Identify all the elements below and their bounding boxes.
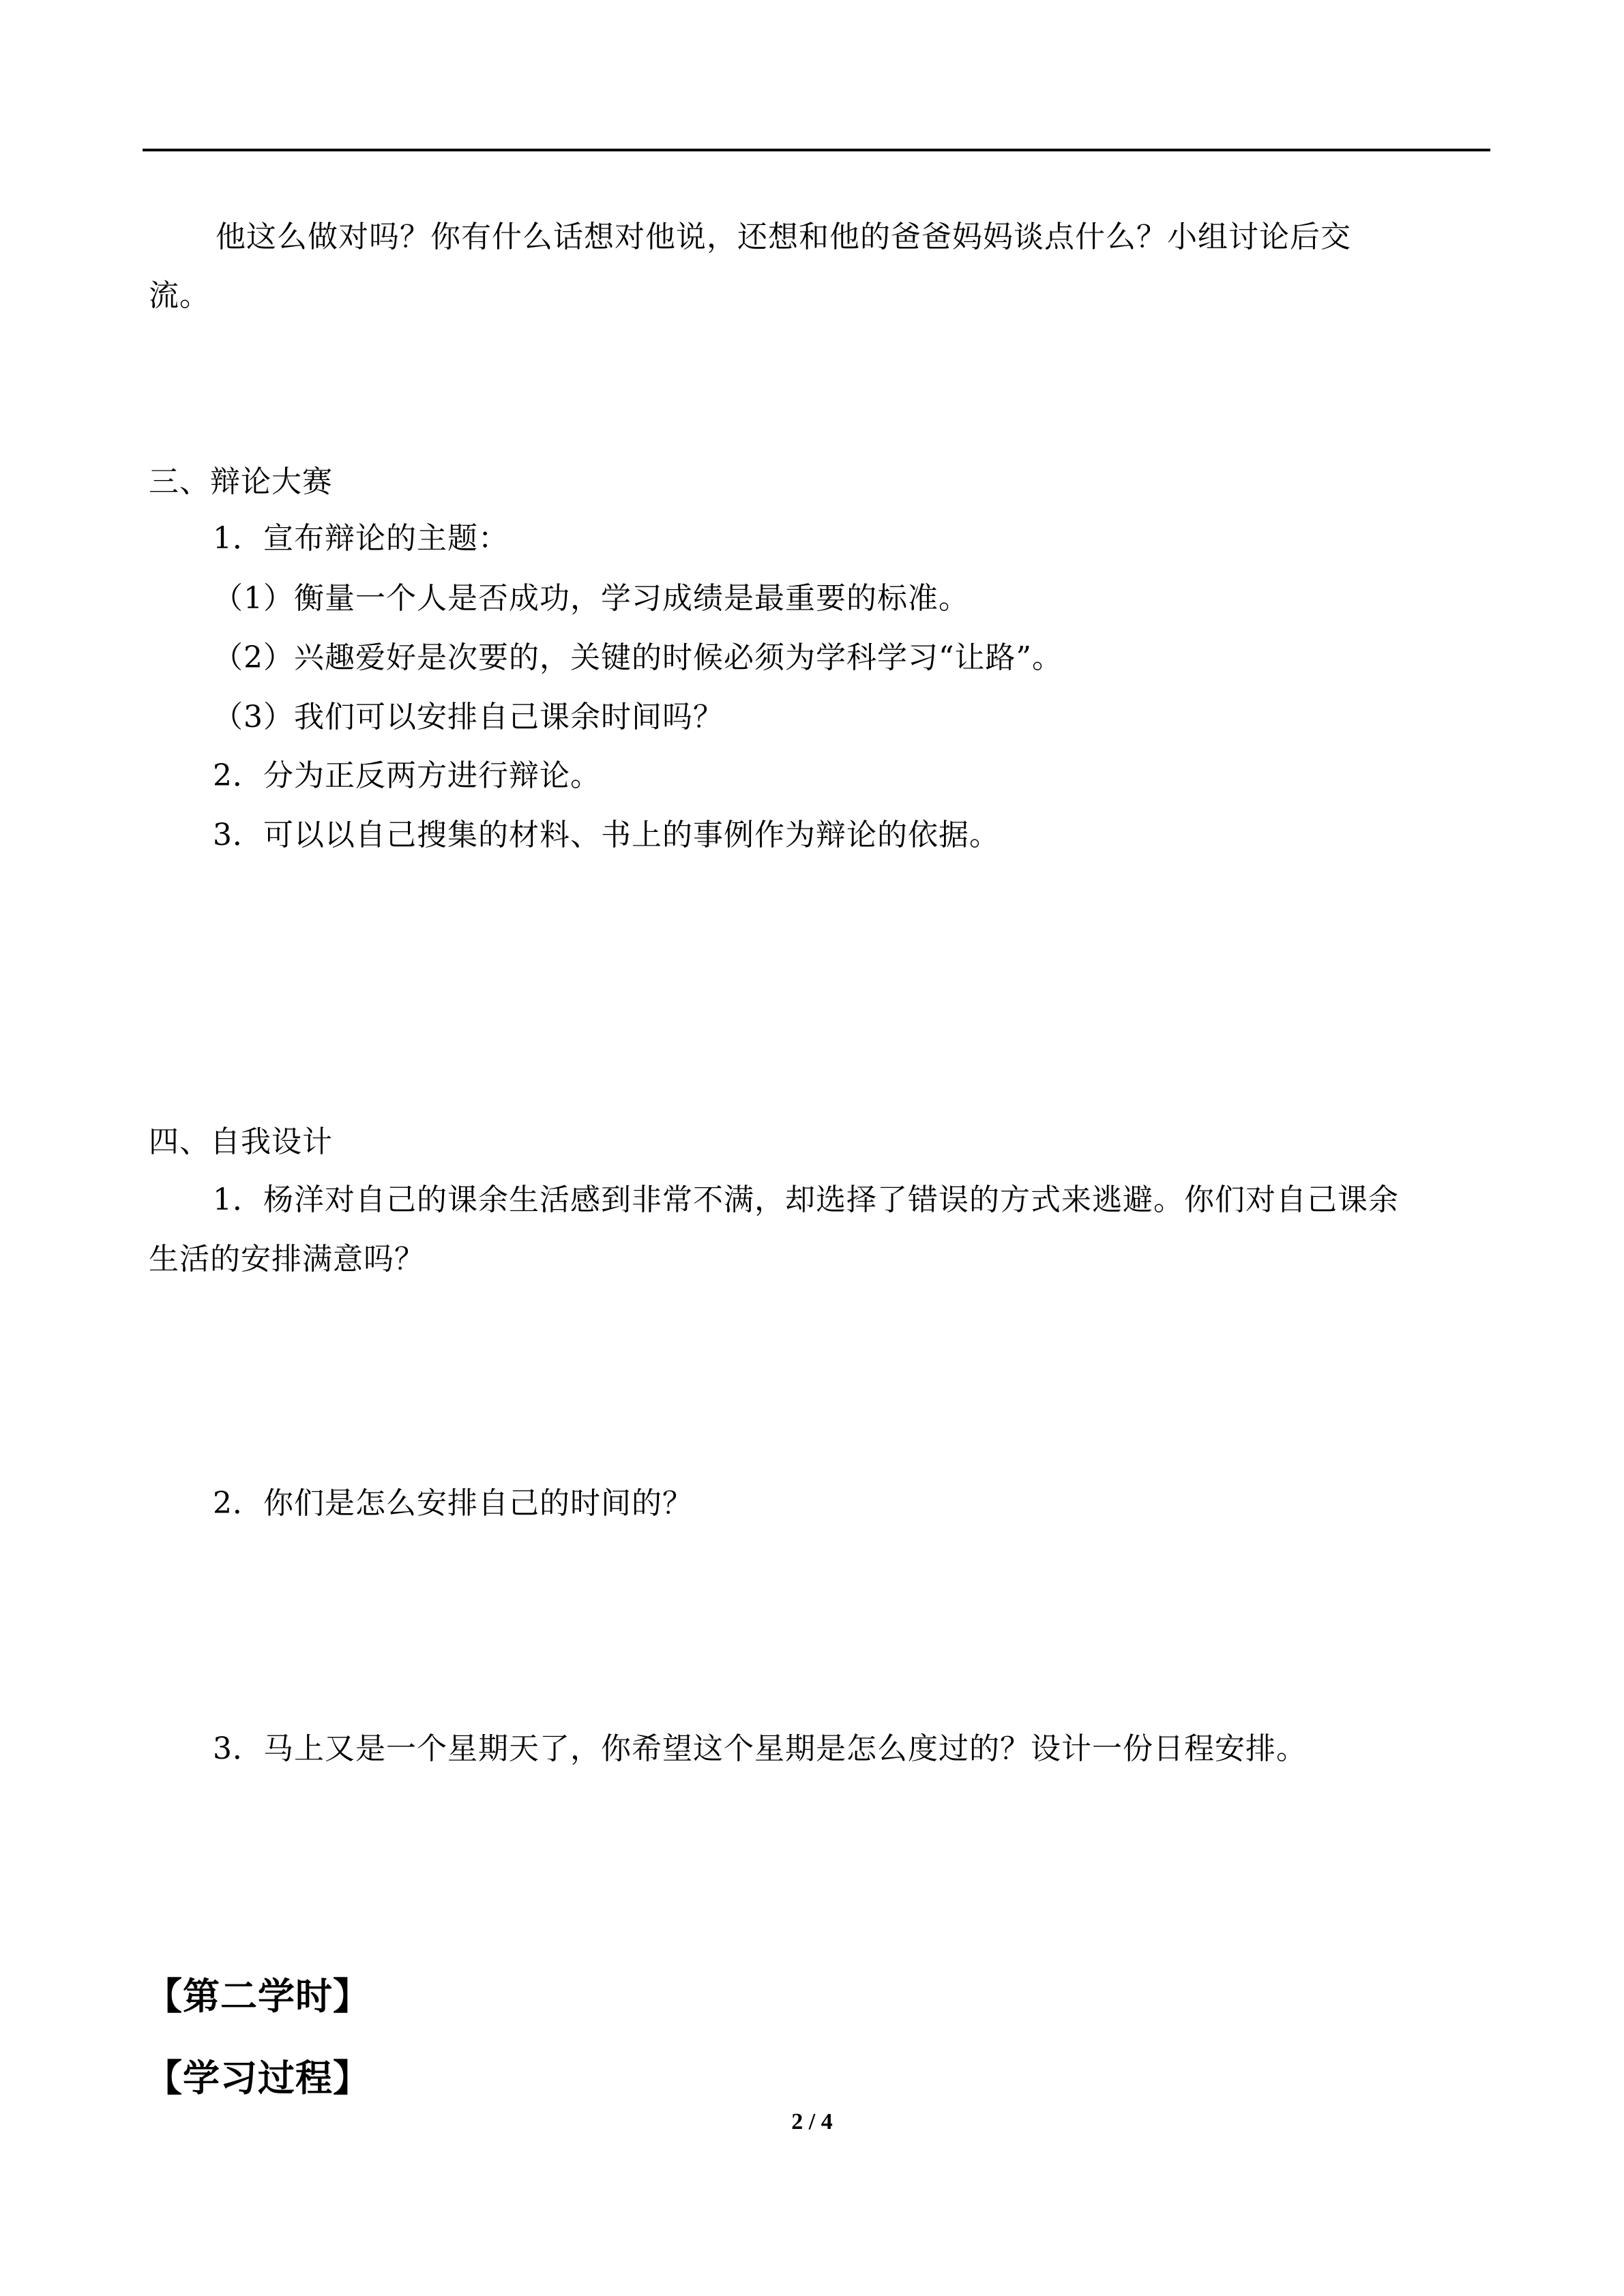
section-3-item-1a: （1）衡量一个人是否成功，学习成绩是最重要的标准。	[213, 581, 969, 616]
section-4-item-2: 2．你们是怎么安排自己的时间的？	[213, 1486, 693, 1521]
section-3-item-1: 1．宣布辩论的主题：	[213, 521, 509, 556]
intro-paragraph-line-2: 流。	[149, 278, 210, 313]
intro-paragraph-line-1: 他这么做对吗？你有什么话想对他说，还想和他的爸爸妈妈谈点什么？小组讨论后交	[216, 220, 1351, 254]
heading-second-period: 【第二学时】	[145, 1975, 370, 2018]
section-3-title: 三、辩论大赛	[149, 464, 333, 499]
section-4-item-1-line-1: 1．杨洋对自己的课余生活感到非常不满，却选择了错误的方式来逃避。你们对自己课余	[213, 1182, 1399, 1217]
section-3-item-3: 3．可以以自己搜集的材料、书上的事例作为辩论的依据。	[213, 818, 1000, 852]
heading-learning-process: 【学习过程】	[145, 2057, 370, 2100]
section-3-item-1b: （2）兴趣爱好是次要的，关键的时候必须为学科学习“让路”。	[213, 640, 1063, 675]
section-4-item-1-line-2: 生活的安排满意吗？	[149, 1242, 425, 1277]
section-3-item-1c: （3）我们可以安排自己课余时间吗？	[213, 700, 724, 734]
page-number: 2 / 4	[791, 2109, 833, 2134]
section-3-item-2: 2．分为正反两方进行辩论。	[213, 758, 601, 793]
section-4-item-3: 3．马上又是一个星期天了，你希望这个星期是怎么度过的？设计一份日程安排。	[213, 1731, 1307, 1766]
section-4-title: 四、自我设计	[149, 1124, 333, 1159]
header-rule	[143, 149, 1490, 151]
